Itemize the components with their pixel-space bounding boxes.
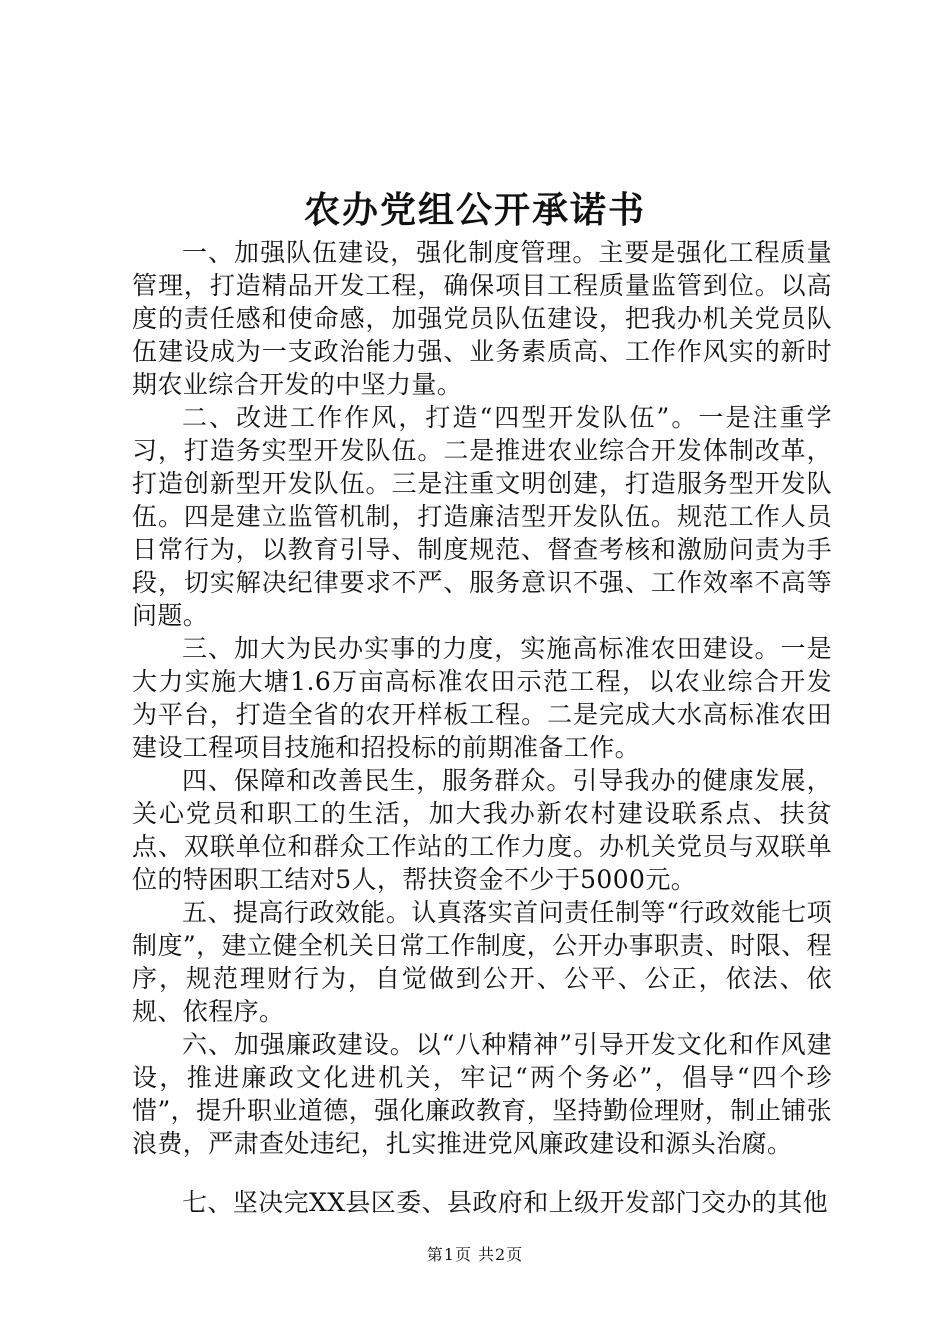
document-body xyxy=(132,236,832,1219)
paragraph-spacer xyxy=(132,1160,832,1186)
document-title: 农办党组公开承诺书 xyxy=(303,189,646,231)
paragraph-6: 六、加强廉政建设。以“八种精神”引导开发文化和作风建设，推进廉政文化进机关，牢记“两个务必”，倡导“四个珍惜”，提升职业道德，强化廉政教育，坚持勤俭理财，制止铺张浪费，严肃查处违纪，扎实推进党风廉政建设和源头治腐。 xyxy=(132,1030,832,1158)
paragraph-3: 三、加大为民办实事的力度，实施高标准农田建设。一是大力实施大塘1.6万亩高标准农田示范工程，以农业综合开发为平台，打造全省的农开样板工程。二是完成大水高标准农田建设工程项目技施和招投标的前期准备工作。 xyxy=(132,634,832,762)
paragraph-2: 二、改进工作作风，打造“四型开发队伍”。一是注重学习，打造务实型开发队伍。二是推进农业综合开发体制改革，打造创新型开发队伍。三是注重文明创建，打造服务型开发队伍。四是建立监管机制，打造廉洁型开发队伍。规范工作人员日常行为，以教育引导、制度规范、督查考核和激励问责为手段，切实解决纪律要求不严、服务意识不强、工作效率不高等问题。 xyxy=(132,403,832,630)
paragraph-5: 五、提高行政效能。认真落实首问责任制等“行政效能七项制度”，建立健全机关日常工作制度，公开办事职责、时限、程序，规范理财行为，自觉做到公开、公平、公正，依法、依规、依程序。 xyxy=(132,898,832,1026)
paragraph-7: 七、坚决完XX县区委、县政府和上级开发部门交办的其他 xyxy=(182,1188,828,1217)
paragraph-1: 一、加强队伍建设，强化制度管理。主要是强化工程质量管理，打造精品开发工程，确保项目工程质量监管到位。以高度的责任感和使命感，加强党员队伍建设，把我办机关党员队伍建设成为一支政治能力强、业务素质高、工作作风实的新时期农业综合开发的中坚力量。 xyxy=(132,238,832,399)
page-number-footer: 第1页 共2页 xyxy=(426,1245,524,1264)
paragraph-4: 四、保障和改善民生，服务群众。引导我办的健康发展，关心党员和职工的生活，加大我办新农村建设联系点、扶贫点、双联单位和群众工作站的工作力度。办机关党员与双联单位的特困职工结对5人，帮扶资金不少于5000元。 xyxy=(132,766,832,894)
